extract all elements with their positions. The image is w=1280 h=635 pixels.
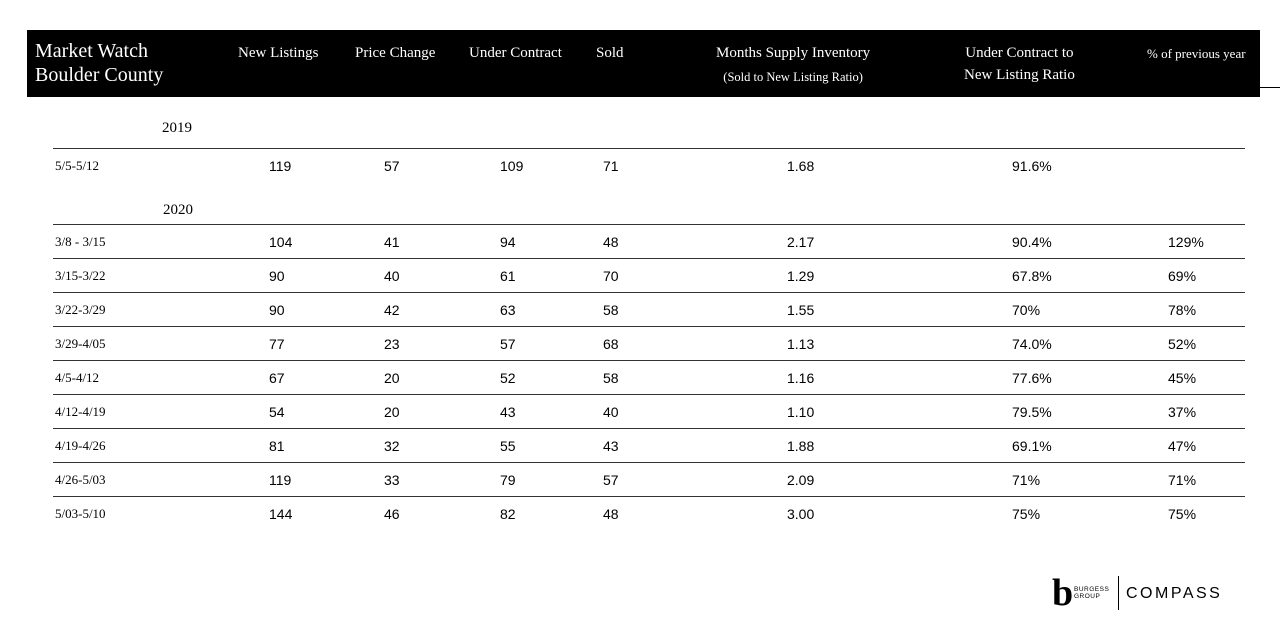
cell-new: 67	[269, 370, 285, 386]
cell-months: 2.09	[787, 472, 815, 488]
year-label-2020: 2020	[163, 202, 193, 218]
cell-ratio: 74.0%	[1012, 336, 1052, 352]
cell-ratio: 91.6%	[1012, 158, 1052, 174]
cell-uc: 55	[500, 438, 516, 454]
divider	[53, 428, 1245, 429]
cell-uc: 57	[500, 336, 516, 352]
table-row	[0, 506, 1280, 526]
cell-price: 46	[384, 506, 400, 522]
table-row	[0, 158, 1280, 178]
cell-sold: 58	[603, 302, 619, 318]
cell-pct: 45%	[1168, 370, 1197, 386]
table-row	[0, 438, 1280, 458]
col-header-price-change: Price Change	[355, 45, 436, 61]
cell-uc: 63	[500, 302, 516, 318]
divider	[53, 292, 1245, 293]
cell-ratio: 71%	[1012, 472, 1041, 488]
cell-ratio: 70%	[1012, 302, 1041, 318]
divider	[53, 148, 1245, 149]
divider	[53, 496, 1245, 497]
cell-pct: 129%	[1168, 234, 1204, 250]
title-line-1: Market Watch	[35, 40, 148, 62]
cell-sold: 71	[603, 158, 619, 174]
cell-week: 3/8 - 3/15	[55, 234, 106, 249]
cell-week: 4/5-4/12	[55, 370, 100, 385]
cell-week: 5/03-5/10	[55, 506, 106, 521]
divider	[53, 258, 1245, 259]
col-header-months-supply	[716, 42, 870, 88]
cell-new: 81	[269, 438, 285, 454]
page-title	[35, 39, 163, 87]
divider	[53, 462, 1245, 463]
months-supply-subtitle: (Sold to New Listing Ratio)	[723, 70, 863, 84]
cell-pct: 69%	[1168, 268, 1197, 284]
cell-price: 57	[384, 158, 400, 174]
cell-price: 32	[384, 438, 400, 454]
cell-months: 1.16	[787, 370, 815, 386]
cell-week: 3/29-4/05	[55, 336, 106, 351]
cell-sold: 57	[603, 472, 619, 488]
cell-months: 1.10	[787, 404, 815, 420]
cell-week: 4/19-4/26	[55, 438, 106, 453]
burgess-group-wordmark: BURGESS GROUP	[1074, 586, 1110, 600]
cell-pct: 37%	[1168, 404, 1197, 420]
cell-uc: 79	[500, 472, 516, 488]
cell-new: 119	[269, 472, 292, 488]
cell-new: 90	[269, 268, 285, 284]
cell-new: 144	[269, 506, 293, 522]
cell-uc: 109	[500, 158, 524, 174]
cell-months: 1.55	[787, 302, 815, 318]
cell-price: 42	[384, 302, 400, 318]
table-row	[0, 404, 1280, 424]
year-label-2019: 2019	[162, 120, 192, 136]
uc-ratio-line-1: Under Contract to	[965, 45, 1074, 61]
cell-price: 20	[384, 370, 400, 386]
divider	[53, 360, 1245, 361]
col-header-sold: Sold	[596, 45, 624, 61]
cell-sold: 48	[603, 234, 619, 250]
cell-price: 41	[384, 234, 400, 250]
table-row	[0, 302, 1280, 322]
table-row	[0, 370, 1280, 390]
divider	[53, 224, 1245, 225]
header-rule	[1260, 87, 1280, 88]
table-header-bar	[27, 30, 1260, 97]
months-supply-title: Months Supply Inventory	[716, 45, 871, 61]
cell-uc: 94	[500, 234, 516, 250]
cell-week: 3/15-3/22	[55, 268, 106, 283]
cell-ratio: 75%	[1012, 506, 1041, 522]
cell-week: 5/5-5/12	[55, 158, 100, 173]
cell-price: 20	[384, 404, 400, 420]
cell-ratio: 77.6%	[1012, 370, 1052, 386]
divider	[53, 326, 1245, 327]
table-row	[0, 472, 1280, 492]
cell-new: 119	[269, 158, 292, 174]
cell-pct: 71%	[1168, 472, 1197, 488]
cell-months: 3.00	[787, 506, 815, 522]
cell-ratio: 79.5%	[1012, 404, 1052, 420]
cell-sold: 48	[603, 506, 619, 522]
cell-sold: 58	[603, 370, 619, 386]
cell-sold: 68	[603, 336, 619, 352]
cell-pct: 47%	[1168, 438, 1197, 454]
burgess-compass-logo	[1052, 574, 1227, 614]
title-line-2: Boulder County	[35, 64, 164, 86]
logo-separator	[1118, 576, 1119, 610]
burgess-b-mark: b	[1052, 572, 1074, 614]
cell-new: 90	[269, 302, 285, 318]
divider	[53, 394, 1245, 395]
cell-ratio: 90.4%	[1012, 234, 1052, 250]
cell-uc: 43	[500, 404, 516, 420]
cell-price: 40	[384, 268, 400, 284]
cell-sold: 43	[603, 438, 619, 454]
cell-months: 1.13	[787, 336, 815, 352]
cell-week: 4/12-4/19	[55, 404, 106, 419]
table-row	[0, 336, 1280, 356]
cell-pct: 75%	[1168, 506, 1197, 522]
cell-uc: 52	[500, 370, 516, 386]
cell-sold: 40	[603, 404, 619, 420]
cell-week: 4/26-5/03	[55, 472, 106, 487]
cell-new: 54	[269, 404, 285, 420]
table-row	[0, 268, 1280, 288]
compass-wordmark: COMPASS	[1126, 585, 1223, 602]
col-header-uc-ratio	[964, 42, 1075, 86]
cell-pct: 52%	[1168, 336, 1197, 352]
cell-uc: 82	[500, 506, 516, 522]
col-header-under-contract: Under Contract	[469, 45, 562, 61]
cell-months: 2.17	[787, 234, 815, 250]
col-header-new-listings: New Listings	[238, 45, 319, 61]
cell-uc: 61	[500, 268, 516, 284]
cell-week: 3/22-3/29	[55, 302, 106, 317]
cell-months: 1.68	[787, 158, 815, 174]
cell-pct: 78%	[1168, 302, 1197, 318]
cell-new: 77	[269, 336, 285, 352]
cell-months: 1.88	[787, 438, 815, 454]
cell-ratio: 69.1%	[1012, 438, 1052, 454]
cell-ratio: 67.8%	[1012, 268, 1052, 284]
col-header-pct-previous-year: % of previous year	[1147, 46, 1246, 61]
cell-price: 23	[384, 336, 400, 352]
cell-months: 1.29	[787, 268, 815, 284]
table-row	[0, 234, 1280, 254]
cell-price: 33	[384, 472, 400, 488]
cell-sold: 70	[603, 268, 619, 284]
cell-new: 104	[269, 234, 293, 250]
uc-ratio-line-2: New Listing Ratio	[964, 67, 1075, 83]
